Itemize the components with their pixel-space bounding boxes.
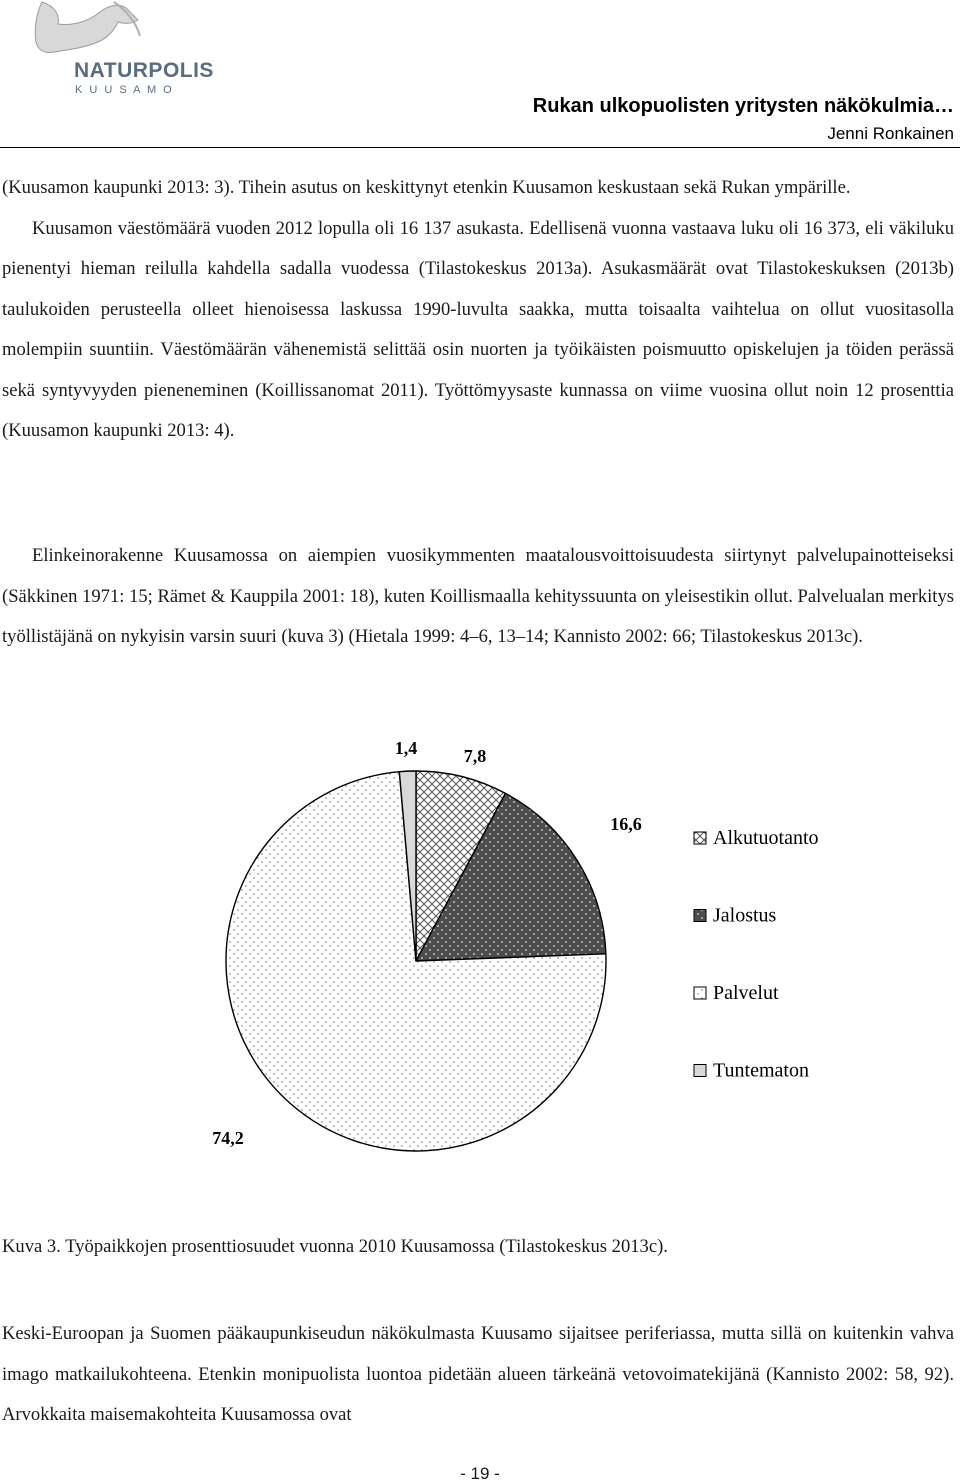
page-number: - 19 - — [460, 1464, 500, 1483]
pie-label-palvelut: 74,2 — [212, 1128, 244, 1148]
text-block-middle — [2, 536, 954, 658]
pie-chart — [0, 720, 960, 1190]
text-block-top — [2, 168, 954, 452]
pie-label-alkutuotanto: 7,8 — [463, 746, 487, 766]
chart-legend — [694, 827, 819, 1082]
pie-label-jalostus: 16,6 — [610, 814, 642, 834]
text-block-bottom — [2, 1314, 954, 1436]
legend-label-palvelut: Palvelut — [713, 982, 779, 1004]
legend-swatch-palvelut — [694, 987, 706, 999]
legend-label-jalostus: Jalostus — [713, 904, 777, 927]
pie-label-tuntematon: 1,4 — [394, 738, 418, 758]
legend-label-alkutuotanto: Alkutuotanto — [713, 827, 819, 849]
header-author: Jenni Ronkainen — [827, 124, 954, 143]
naturpolis-logo — [14, 0, 224, 100]
paragraph-4: Keski-Euroopan ja Suomen pääkaupunkiseudun näkökulmasta Kuusamo sijaitsee periferiassa, mutta sillä on kuitenkin vahva imago matkailukohteena. Etenkin monipuolista luontoa pidetään alueen tärkeänä vetovoimatekijänä (Kannisto 2002: 58, 92). Arvokkaita maisemakohteita Kuusamossa ovat — [2, 1323, 954, 1425]
legend-swatch-jalostus — [694, 910, 706, 922]
figure-caption: Kuva 3. Työpaikkojen prosenttiosuudet vuonna 2010 Kuusamossa (Tilastokeskus 2013c). — [2, 1236, 668, 1257]
paragraph-3: Elinkeinorakenne Kuusamossa on aiempien vuosikymmenten maatalousvoittoisuudesta siirtynyt palvelupainotteiseksi (Säkkinen 1971: 15; Rämet & Kauppila 2001: 18), kuten Koillismaalla kehityssuunta on yleisestikin ollut. Palvelualan merkitys työllistäjänä on nykyisin varsin suuri (kuva 3) (Hietala 1999: 4–6, 13–14; Kannisto 2002: 66; Tilastokeskus 2013c). — [2, 545, 954, 647]
header-title: Rukan ulkopuolisten yritysten näkökulmia… — [532, 95, 954, 117]
pie-slices — [226, 771, 606, 1151]
paragraph-2: Kuusamon väestömäärä vuoden 2012 lopulla oli 16 137 asukasta. Edellisenä vuonna vastaava luku oli 16 373, eli väkiluku pienentyi hieman reilulla kahdella sadalla vuodessa (Tilastokeskus 2013a). Asukasmäärät ovat Tilastokeskuksen (2013b) taulukoiden perusteella olleet hienoisessa laskussa 1990-luvulta saakka, mutta toisaalta vaihtelua on ollut vuositasolla molempiin suuntiin. Väestömäärän vähenemistä selittää osin nuorten ja työikäisten poismuutto opiskelujen ja töiden perässä sekä syntyvyyden pieneneminen (Koillissanomat 2011). Työttömyysaste kunnassa on viime vuosina ollut noin 12 prosenttia (Kuusamon kaupunki 2013: 4). — [2, 217, 954, 441]
header-divider — [0, 147, 960, 148]
legend-swatch-tuntematon — [694, 1065, 706, 1077]
logo-text-kuusamo: K U U S A M O — [75, 84, 174, 96]
logo-text-naturpolis: NATURPOLIS — [74, 59, 214, 82]
paragraph-1: (Kuusamon kaupunki 2013: 3). Tihein asutus on keskittynyt etenkin Kuusamon keskustaan sekä Rukan ympärille. — [2, 177, 851, 198]
legend-swatch-alkutuotanto — [694, 832, 706, 844]
legend-label-tuntematon: Tuntematon — [713, 1059, 809, 1082]
